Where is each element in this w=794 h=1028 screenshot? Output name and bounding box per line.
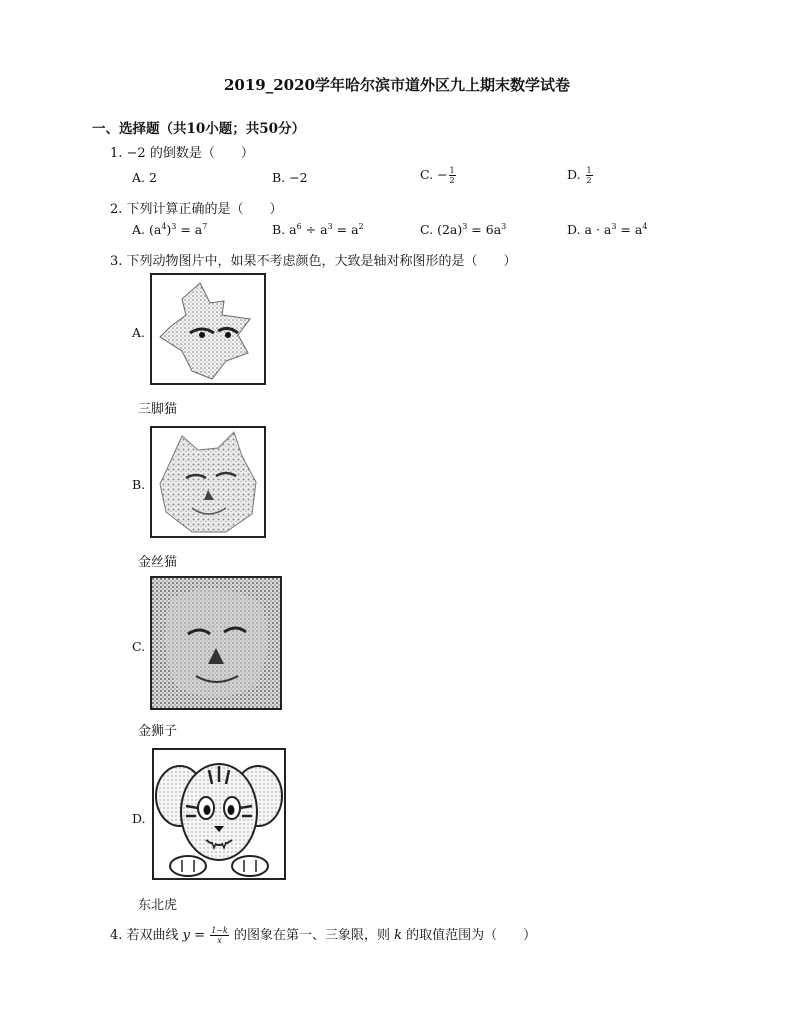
- northeast-tiger-image[interactable]: [152, 748, 286, 880]
- question-3-stem: 3. 下列动物图片中，如果不考虑颜色，大致是轴对称图形的是（ ）: [110, 254, 517, 269]
- q4-text: 的图象在第一、三象限，则: [229, 928, 395, 943]
- question-2-stem: 2. 下列计算正确的是（ ）: [110, 202, 283, 217]
- q2-option-a[interactable]: [132, 222, 207, 237]
- tiger-cartoon: [154, 750, 284, 878]
- q3-option-c-label[interactable]: C.: [132, 639, 146, 654]
- q1-option-d-prefix: D.: [567, 167, 585, 182]
- q3-option-a-caption: 三脚猫: [138, 402, 178, 417]
- lion-sketch: [152, 578, 280, 708]
- q4-var-k: k: [394, 928, 402, 943]
- q4-text: =: [190, 928, 210, 943]
- q3-option-c-caption: 金狮子: [138, 724, 178, 739]
- q3-option-d-label[interactable]: D.: [132, 811, 146, 826]
- fraction-numerator: 1−k: [211, 926, 228, 935]
- expr-part: = a: [332, 222, 359, 238]
- expr-part: B. a: [272, 222, 297, 238]
- q3-option-a-label[interactable]: A.: [132, 325, 146, 340]
- golden-cat-image[interactable]: [150, 426, 266, 538]
- expr-part: D. a · a: [567, 222, 612, 238]
- expr-part: ): [166, 222, 172, 238]
- exponent: 3: [501, 222, 507, 231]
- expr-part: A. (a: [132, 222, 162, 238]
- expr-part: ÷ a: [301, 222, 328, 238]
- q1-option-c-prefix: C. −: [420, 167, 448, 182]
- fraction: [210, 926, 229, 945]
- question-1-stem: 1. −2 的倒数是（ ）: [110, 146, 254, 161]
- exponent: 3: [171, 222, 177, 231]
- expr-part: = 6a: [467, 222, 502, 238]
- q4-text: 4. 若双曲线: [110, 928, 183, 943]
- q3-option-d-caption: 东北虎: [138, 898, 178, 913]
- q1-option-d[interactable]: [567, 166, 594, 185]
- q2-option-d[interactable]: [567, 222, 647, 237]
- exponent: 4: [161, 222, 167, 231]
- exponent: 2: [358, 222, 364, 231]
- expr-part: = a: [616, 222, 643, 238]
- fraction-denominator: x: [217, 936, 222, 945]
- cat-sketch: [152, 428, 264, 536]
- fraction-denominator: 2: [586, 176, 592, 185]
- q1-option-c[interactable]: [420, 166, 457, 185]
- q4-var-y: y: [182, 928, 191, 943]
- q2-option-c[interactable]: [420, 222, 506, 237]
- q3-option-b-label[interactable]: B.: [132, 477, 146, 492]
- golden-lion-image[interactable]: [150, 576, 282, 710]
- expr-part: C. (2a): [420, 222, 463, 238]
- section-heading: 一、选择题（共10小题；共50分）: [92, 121, 306, 137]
- fraction-numerator: 1: [586, 166, 592, 175]
- exponent: 4: [642, 222, 648, 231]
- q4-text: 的取值范围为（ ）: [402, 928, 537, 943]
- fraction-numerator: 1: [449, 166, 455, 175]
- exponent: 3: [611, 222, 617, 231]
- exponent: 7: [202, 222, 208, 231]
- q1-option-b[interactable]: B. −2: [272, 170, 308, 185]
- fraction: [586, 166, 593, 185]
- expr-part: = a: [176, 222, 203, 238]
- exponent: 3: [462, 222, 468, 231]
- cat-sketch: [152, 275, 264, 383]
- exponent: 6: [296, 222, 302, 231]
- fraction: [449, 166, 456, 185]
- q1-option-a[interactable]: A. 2: [132, 170, 157, 185]
- exponent: 3: [327, 222, 333, 231]
- question-4-stem: [110, 924, 536, 945]
- fraction-denominator: 2: [449, 176, 455, 185]
- q3-option-b-caption: 金丝猫: [138, 555, 178, 570]
- page-title: 2019_2020学年哈尔滨市道外区九上期末数学试卷: [224, 76, 570, 94]
- three-legged-cat-image[interactable]: [150, 273, 266, 385]
- q2-option-b[interactable]: [272, 222, 364, 237]
